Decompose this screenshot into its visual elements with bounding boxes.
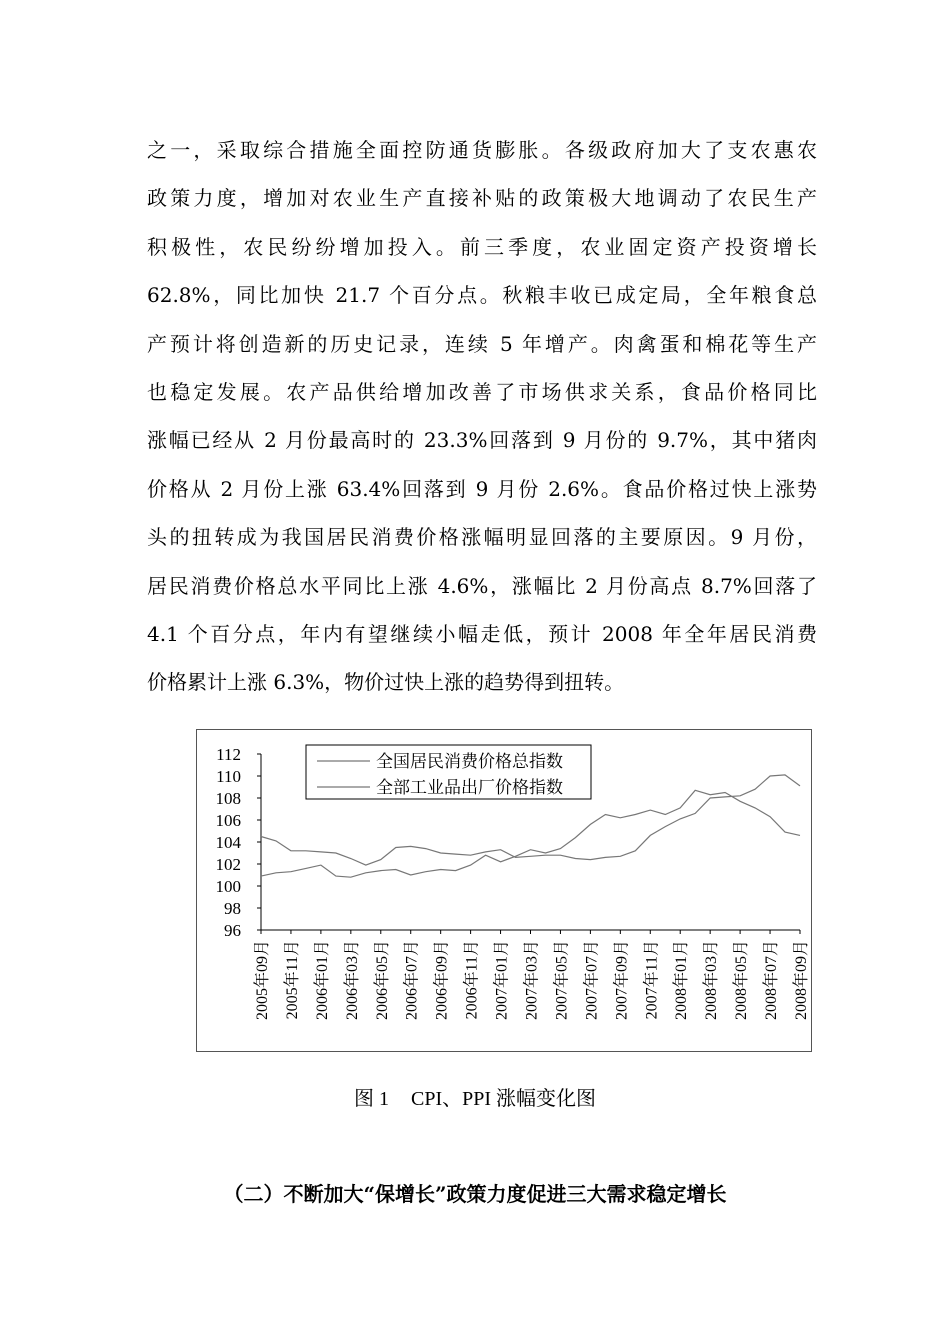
- x-tick-label: 2007年09月: [613, 940, 631, 1021]
- paragraph-line: 积极性，农民纷纷增加投入。前三季度，农业固定资产投资增长: [147, 234, 817, 259]
- x-tick-label: 2005年11月: [283, 940, 301, 1020]
- x-tick-label: 2007年07月: [583, 940, 601, 1021]
- paragraph-line: 也稳定发展。农产品供给增加改善了市场供求关系，食品价格同比: [147, 379, 817, 404]
- x-tick-label: 2008年03月: [703, 940, 721, 1021]
- figure-caption: [0, 1082, 950, 1111]
- paragraph-line: 价格累计上涨 6.3%，物价过快上涨的趋势得到扭转。: [147, 670, 625, 695]
- paragraph-line: 之一，采取综合措施全面控防通货膨胀。各级政府加大了支农惠农: [147, 138, 817, 162]
- y-tick-label: 104: [215, 833, 241, 852]
- legend-label: 全部工业品出厂价格指数: [376, 778, 563, 798]
- x-tick-label: 2005年09月: [254, 940, 271, 1021]
- x-tick-label: 2008年05月: [733, 940, 751, 1021]
- y-tick-label: 98: [224, 899, 241, 918]
- paragraph-line: 居民消费价格总水平同比上涨 4.6%，涨幅比 2 月份高点 8.7%回落了: [147, 573, 817, 598]
- paragraph-line: 62.8%，同比加快 21.7 个百分点。秋粮丰收已成定局，全年粮食总: [147, 283, 817, 308]
- y-tick-label: 108: [215, 789, 241, 808]
- x-tick-label: 2006年01月: [313, 940, 331, 1021]
- x-tick-label: 2006年07月: [403, 940, 421, 1021]
- x-tick-label: 2006年03月: [343, 940, 361, 1021]
- x-tick-label: 2006年05月: [373, 940, 391, 1021]
- chart-svg: [197, 730, 813, 1053]
- legend-label: 全国居民消费价格总指数: [376, 752, 563, 772]
- y-tick-label: 100: [215, 877, 241, 896]
- x-tick-label: 2007年05月: [553, 940, 571, 1021]
- paragraph-line: 涨幅已经从 2 月份最高时的 23.3%回落到 9 月份的 9.7%，其中猪肉: [147, 428, 817, 453]
- x-tick-label: 2006年11月: [463, 940, 481, 1020]
- x-tick-label: 2007年03月: [523, 940, 541, 1021]
- y-tick-label: 106: [215, 811, 241, 830]
- x-tick-label: 2008年07月: [763, 940, 781, 1021]
- y-tick-label: 96: [224, 921, 241, 940]
- series-line-cpi: [261, 790, 800, 877]
- section-heading: （二）不断加大“保增长”政策力度促进三大需求稳定增长: [223, 1182, 727, 1206]
- paragraph-line: 4.1 个百分点，年内有望继续小幅走低，预计 2008 年全年居民消费: [147, 621, 817, 646]
- x-tick-label: 2008年01月: [673, 940, 691, 1021]
- paragraph-line: 政策力度，增加对农业生产直接补贴的政策极大地调动了农民生产: [147, 186, 817, 211]
- y-tick-label: 110: [216, 767, 241, 786]
- figure-number: 图 1: [353, 1088, 389, 1110]
- figure-caption-text: CPI、PPI 涨幅变化图: [410, 1088, 597, 1110]
- paragraph-line: 价格从 2 月份上涨 63.4%回落到 9 月份 2.6%。食品价格过快上涨势: [147, 476, 817, 501]
- x-tick-label: 2007年11月: [643, 940, 661, 1020]
- paragraph-line: 产预计将创造新的历史记录，连续 5 年增产。肉禽蛋和棉花等生产: [147, 331, 817, 356]
- x-tick-label: 2006年09月: [433, 940, 451, 1021]
- y-tick-label: 112: [216, 745, 241, 764]
- x-tick-label: 2008年09月: [793, 940, 810, 1021]
- x-tick-label: 2007年01月: [493, 940, 511, 1021]
- body-paragraph: [147, 132, 817, 713]
- cpi-ppi-chart: [196, 729, 812, 1052]
- paragraph-line: 头的扭转成为我国居民消费价格涨幅明显回落的主要原因。9 月份，: [147, 525, 817, 550]
- y-tick-label: 102: [215, 855, 241, 874]
